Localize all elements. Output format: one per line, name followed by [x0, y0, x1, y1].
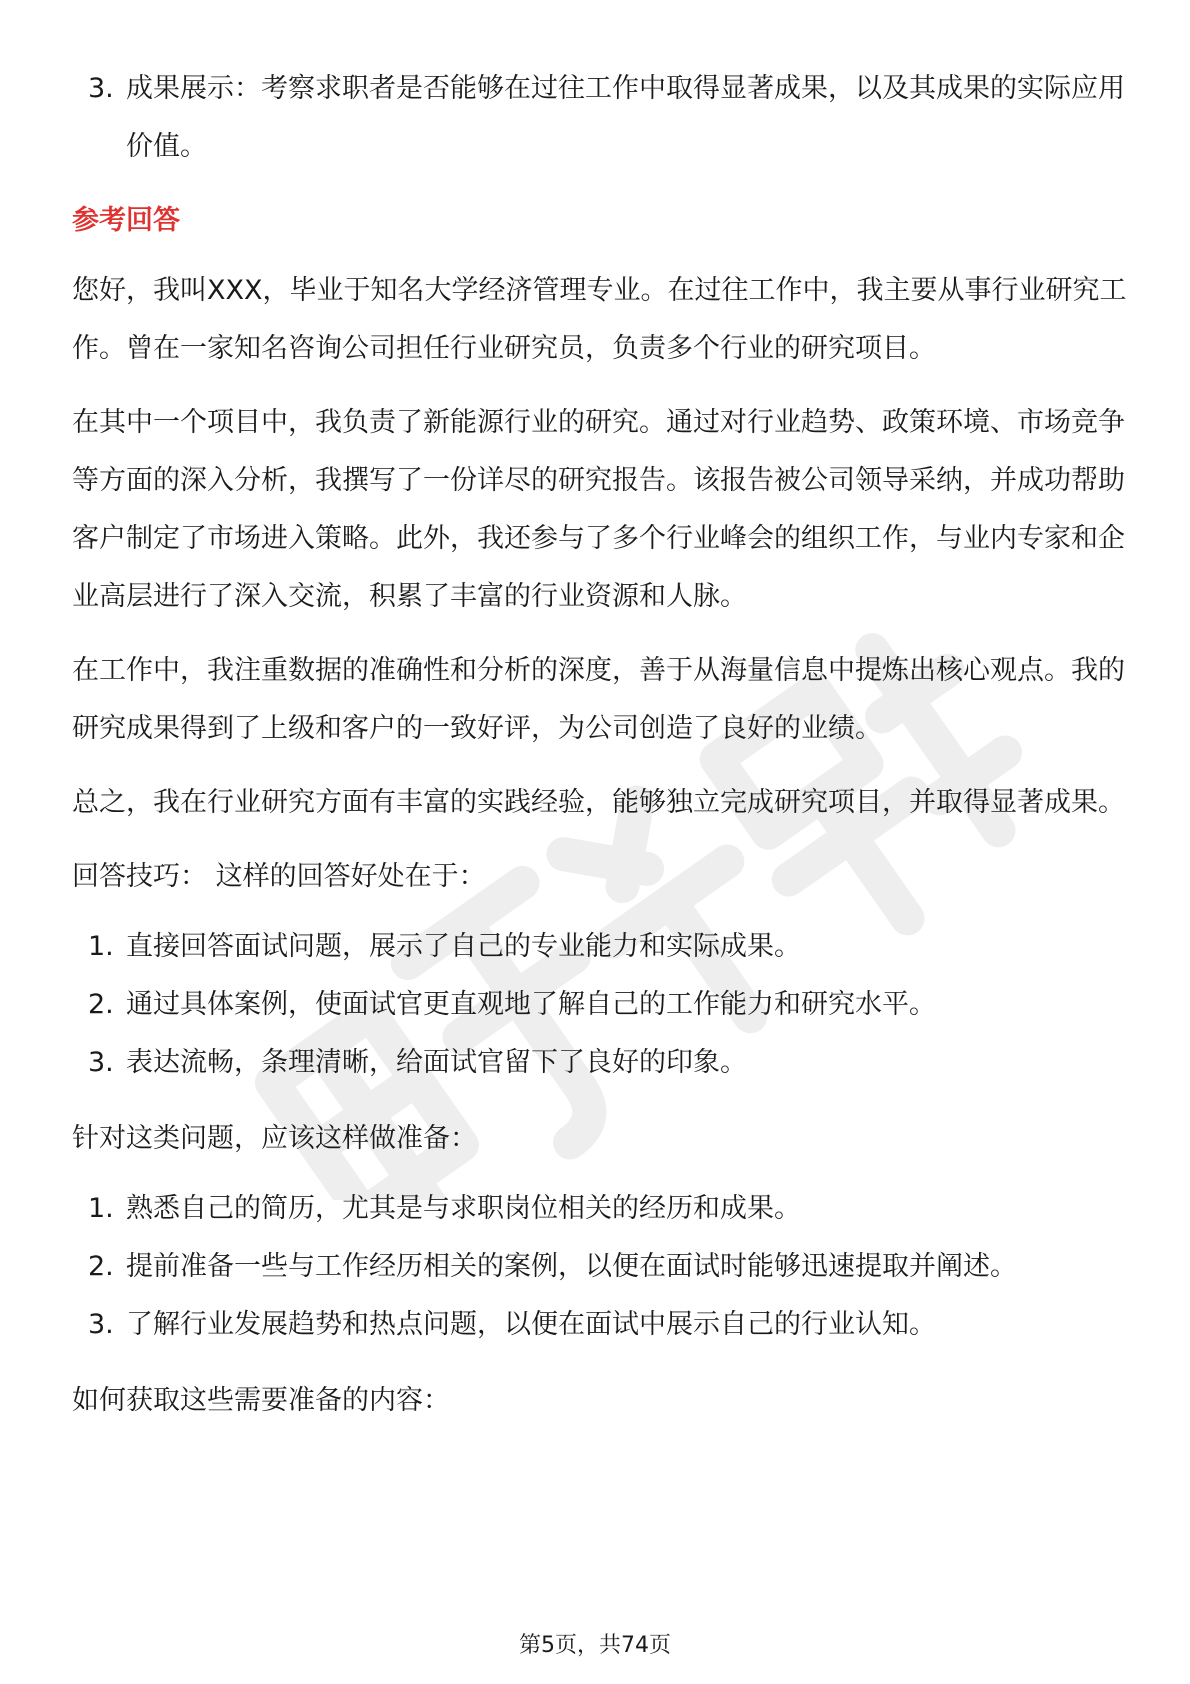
paragraph: 在工作中，我注重数据的准确性和分析的深度，善于从海量信息中提炼出核心观点。我的研究成果得到了上级和客户的一致好评，为公司创造了良好的业绩。: [72, 655, 1125, 744]
list-item: [72, 1238, 1132, 1296]
list-item: [72, 1034, 1132, 1092]
list-item-text: 提前准备一些与工作经历相关的案例，以便在面试时能够迅速提取并阐述。: [126, 1251, 1017, 1282]
list-item-text: 了解行业发展趋势和热点问题，以便在面试中展示自己的行业认知。: [126, 1309, 936, 1340]
list-item: [72, 1296, 1132, 1354]
prep-label: 针对这类问题，应该这样做准备：: [72, 1123, 477, 1154]
tips-label: 回答技巧： 这样的回答好处在于：: [72, 861, 486, 892]
list-item-text: 直接回答面试问题，展示了自己的专业能力和实际成果。: [126, 931, 801, 962]
tips-list: [72, 918, 1132, 1092]
list-item-text: 成果展示：考察求职者是否能够在过往工作中取得显著成果，以及其成果的实际应用价值。: [126, 73, 1125, 162]
list-item: [72, 976, 1132, 1034]
page-number-footer: 第5页，共74页: [519, 1633, 671, 1658]
howto-label: 如何获取这些需要准备的内容：: [72, 1385, 450, 1416]
list-item-text: 通过具体案例，使面试官更直观地了解自己的工作能力和研究水平。: [126, 989, 936, 1020]
list-item-text: 熟悉自己的简历，尤其是与求职岗位相关的经历和成果。: [126, 1193, 801, 1224]
list-item-text: 表达流畅，条理清晰，给面试官留下了良好的印象。: [126, 1047, 747, 1078]
list-number: 3.: [88, 1047, 114, 1078]
list-number: 1.: [88, 1193, 114, 1224]
list-number: 3.: [88, 73, 114, 104]
document-body: [72, 60, 1132, 1442]
paragraph: 您好，我叫XXX，毕业于知名大学经济管理专业。在过往工作中，我主要从事行业研究工作。曾在一家知名咨询公司担任行业研究员，负责多个行业的研究项目。: [72, 275, 1127, 364]
list-item: [72, 918, 1132, 976]
paragraph: 总之，我在行业研究方面有丰富的实践经验，能够独立完成研究项目，并取得显著成果。: [72, 787, 1125, 818]
list-item: [72, 1180, 1132, 1238]
paragraph: 在其中一个项目中，我负责了新能源行业的研究。通过对行业趋势、政策环境、市场竞争等方面的深入分析，我撰写了一份详尽的研究报告。该报告被公司领导采纳，并成功帮助客户制定了市场进入策略。此外，我还参与了多个行业峰会的组织工作，与业内专家和企业高层进行了深入交流，积累了丰富的行业资源和人脉。: [72, 407, 1125, 612]
list-number: 2.: [88, 989, 114, 1020]
list-number: 2.: [88, 1251, 114, 1282]
answer-heading: 参考回答: [72, 205, 180, 236]
prep-list: [72, 1180, 1132, 1354]
top-list-item: [72, 60, 1132, 176]
list-number: 1.: [88, 931, 114, 962]
list-number: 3.: [88, 1309, 114, 1340]
